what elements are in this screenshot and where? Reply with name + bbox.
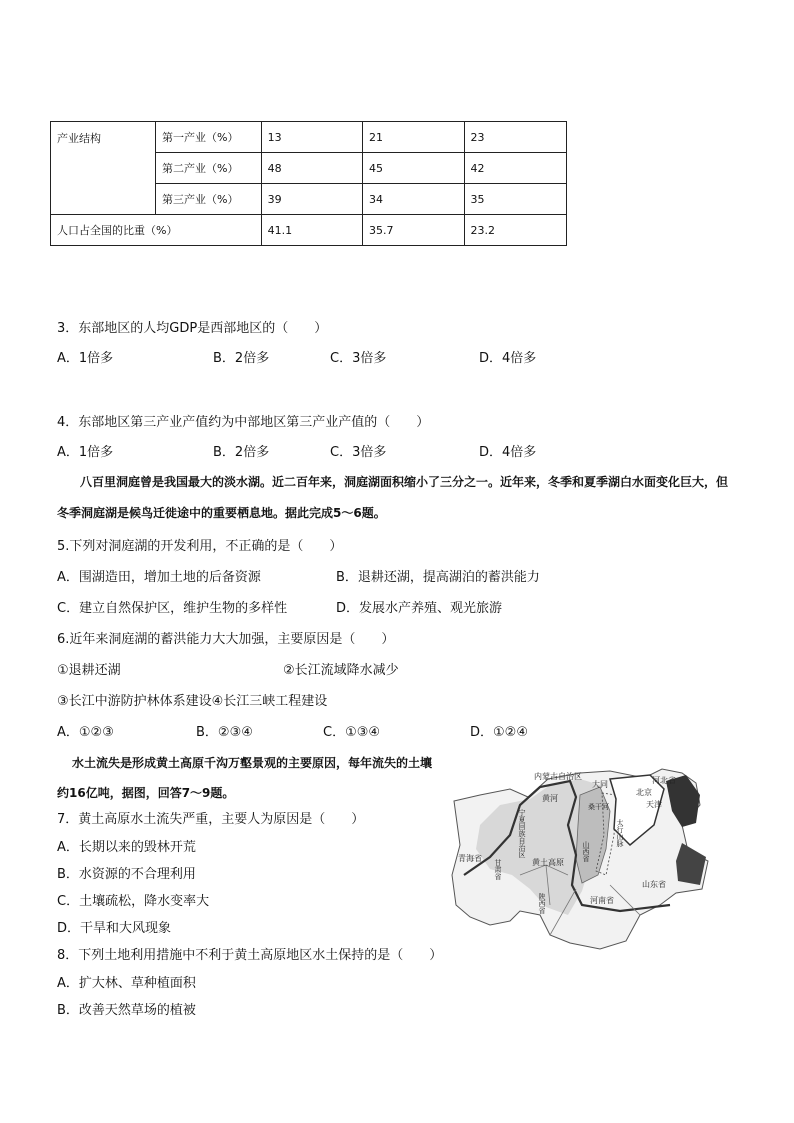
- q3-option-a: A．1倍多: [57, 351, 114, 366]
- table-cell: 第三产业（%）: [156, 184, 262, 215]
- q4-option-a: A．1倍多: [57, 445, 114, 460]
- table-cell: 13: [261, 122, 362, 153]
- q5-option-b: B．退耕还湖，提高湖泊的蓄洪能力: [336, 570, 540, 585]
- label-huanghe: 黄河: [542, 794, 558, 803]
- q6-item-2: ②长江流域降水减少: [283, 663, 399, 678]
- table-cell: 第二产业（%）: [156, 153, 262, 184]
- table-cell: 21: [363, 122, 464, 153]
- q8-option-b: B．改善天然草场的植被: [57, 1003, 196, 1018]
- table-cell: 45: [363, 153, 464, 184]
- label-shandong: 山东省: [642, 880, 666, 889]
- table-cell: 23.2: [464, 215, 567, 246]
- table-cell: 第一产业（%）: [156, 122, 262, 153]
- passage-2-line-2: 约16亿吨，据图，回答7～9题。: [57, 786, 235, 800]
- label-hebei: 河北省: [652, 776, 676, 785]
- label-taihang: 太行山脉: [616, 819, 624, 847]
- q3-option-d: D．4倍多: [479, 351, 537, 366]
- label-datong: 大同: [592, 780, 608, 789]
- passage-1-line-2: 冬季洞庭湖是候鸟迁徙途中的重要栖息地。据此完成5～6题。: [57, 506, 386, 520]
- table-cell: 23: [464, 122, 567, 153]
- label-tianjin: 天津: [646, 800, 662, 809]
- q6-item-1: ①退耕还湖: [57, 663, 121, 678]
- q6-option-a: A．①②③: [57, 725, 114, 740]
- table-cell: 35.7: [363, 215, 464, 246]
- q6-option-c: C．①③④: [323, 725, 381, 740]
- table-group-label: 产业结构: [51, 122, 156, 215]
- q5-option-a: A．围湖造田，增加土地的后备资源: [57, 570, 261, 585]
- label-sangganhe: 桑干河: [588, 803, 609, 811]
- loess-plateau-map: [450, 765, 712, 953]
- q3-option-b: B．2倍多: [213, 351, 270, 366]
- q3-option-c: C．3倍多: [330, 351, 387, 366]
- question-7-stem: 7．黄土高原水土流失严重，主要人为原因是（ ）: [57, 812, 365, 827]
- q6-item-3-4: ③长江中游防护林体系建设④长江三峡工程建设: [57, 694, 328, 709]
- label-shaanxi: 陕西省: [538, 893, 546, 914]
- label-neimenggu: 内蒙古自治区: [534, 772, 582, 781]
- label-beijing: 北京: [636, 788, 652, 797]
- label-henan: 河南省: [590, 896, 614, 905]
- question-5-stem: 5.下列对洞庭湖的开发利用，不正确的是（ ）: [57, 539, 343, 554]
- q4-option-b: B．2倍多: [213, 445, 270, 460]
- q4-option-d: D．4倍多: [479, 445, 537, 460]
- q5-option-c: C．建立自然保护区，维护生物的多样性: [57, 601, 288, 616]
- q7-option-d: D．干旱和大风现象: [57, 921, 172, 936]
- label-qinghai: 青海省: [458, 854, 482, 863]
- industry-table: [50, 121, 567, 246]
- question-6-stem: 6.近年来洞庭湖的蓄洪能力大大加强，主要原因是（ ）: [57, 632, 395, 647]
- label-ningxia: 宁夏回族自治区: [518, 809, 526, 858]
- label-shanxi: 山西省: [582, 841, 590, 862]
- passage-1-line-1: 八百里洞庭曾是我国最大的淡水湖。近二百年来，洞庭湖面积缩小了三分之一。近年来，冬季和夏季湖白水面变化巨大，但: [80, 475, 729, 489]
- q7-option-a: A．长期以来的毁林开荒: [57, 840, 196, 855]
- table-cell: 34: [363, 184, 464, 215]
- q6-option-b: B．②③④: [196, 725, 253, 740]
- table-cell: 48: [261, 153, 362, 184]
- table-cell: 41.1: [261, 215, 362, 246]
- question-3-stem: 3．东部地区的人均GDP是西部地区的（ ）: [57, 321, 328, 336]
- label-gansu: 甘肃省: [494, 859, 502, 880]
- q7-option-b: B．水资源的不合理利用: [57, 867, 196, 882]
- label-loess-plateau: 黄土高原: [532, 858, 564, 867]
- question-8-stem: 8．下列土地利用措施中不利于黄土高原地区水土保持的是（ ）: [57, 948, 443, 963]
- table-cell: 人口占全国的比重（%）: [51, 215, 262, 246]
- q5-option-d: D．发展水产养殖、观光旅游: [336, 601, 503, 616]
- table-row: [51, 122, 567, 153]
- table-cell: 35: [464, 184, 567, 215]
- q6-option-d: D．①②④: [470, 725, 528, 740]
- table-cell: 39: [261, 184, 362, 215]
- q8-option-a: A．扩大林、草种植面积: [57, 976, 196, 991]
- question-4-stem: 4．东部地区第三产业产值约为中部地区第三产业产值的（ ）: [57, 415, 430, 430]
- table-row: [51, 215, 567, 246]
- table-cell: 42: [464, 153, 567, 184]
- q4-option-c: C．3倍多: [330, 445, 387, 460]
- q7-option-c: C．土壤疏松，降水变率大: [57, 894, 210, 909]
- passage-2-line-1: 水土流失是形成黄土高原千沟万壑景观的主要原因，每年流失的土壤: [72, 756, 433, 770]
